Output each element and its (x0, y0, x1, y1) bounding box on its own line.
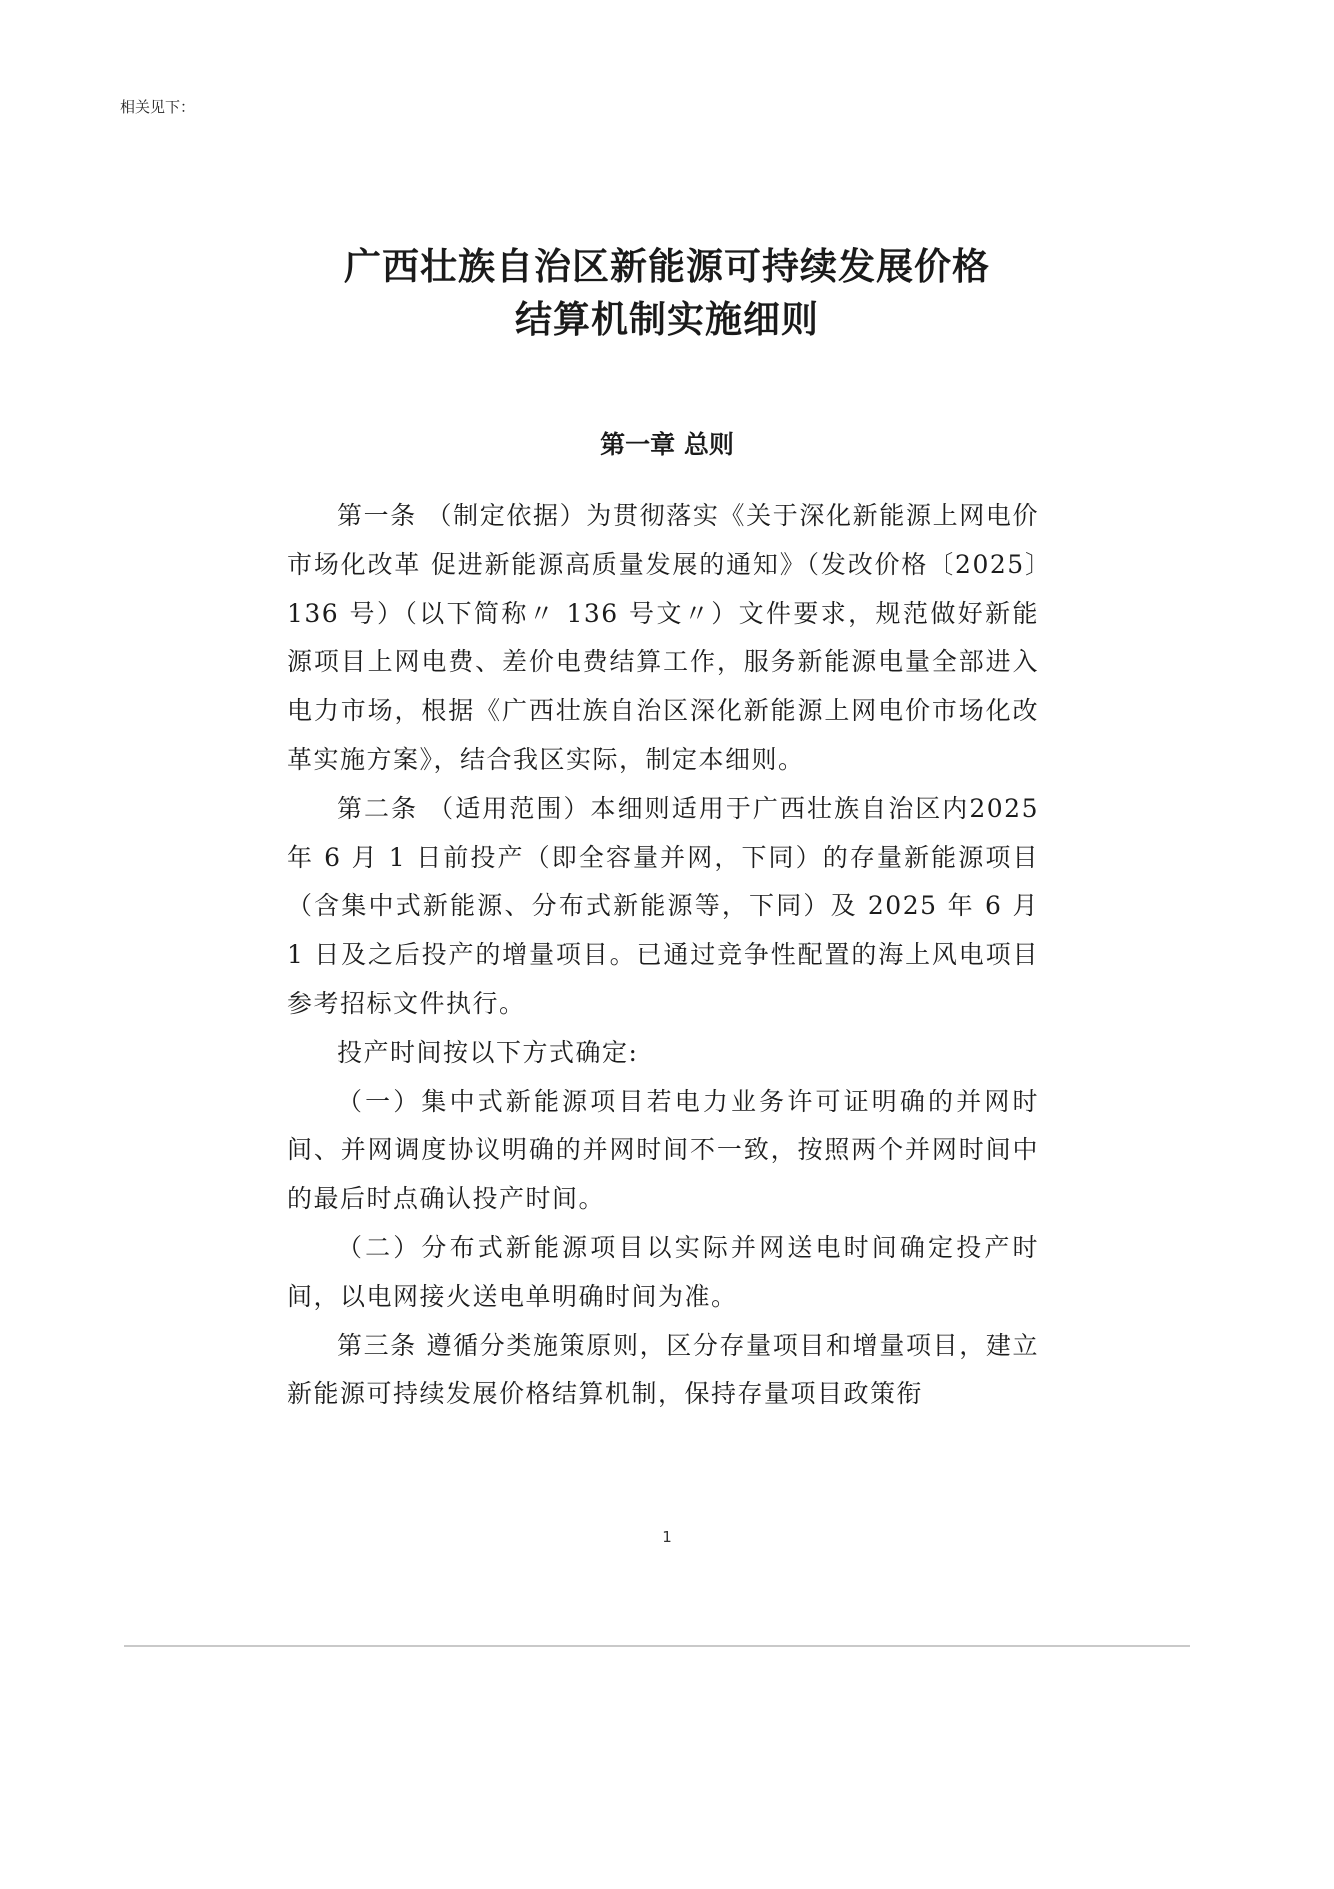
paragraph-article-3: 第三条 遵循分类施策原则，区分存量项目和增量项目，建立新能源可持续发展价格结算机制，保持存量项目政策衔 (287, 1330, 1039, 1409)
page-number: 1 (662, 1528, 672, 1546)
related-note: 相关见下： (120, 98, 196, 116)
paragraph-item-2: （二）分布式新能源项目以实际并网送电时间确定投产时间，以电网接火送电单明确时间为准。 (287, 1232, 1039, 1311)
chapter-heading: 第一章 总则 (600, 430, 734, 459)
document-title-line-2: 结算机制实施细则 (515, 297, 819, 341)
document-title-line-1: 广西壮族自治区新能源可持续发展价格 (344, 244, 990, 288)
paragraph-article-2: 第二条 （适用范围）本细则适用于广西壮族自治区内2025 年 6 月 1 日前投产（即全容量并网，下同）的存量新能源项目（含集中式新能源、分布式新能源等，下同）及 2025 年 6 月 1 日及之后投产的增量项目。已通过竞争性配置的海上风电项目参考招标文件执行。 (287, 793, 1039, 1018)
paragraph-commissioning-intro: 投产时间按以下方式确定: (337, 1037, 639, 1067)
paragraph-item-1: （一）集中式新能源项目若电力业务许可证明确的并网时间、并网调度协议明确的并网时间不一致，按照两个并网时间中的最后时点确认投产时间。 (287, 1086, 1039, 1214)
document-body (287, 492, 1039, 1419)
paragraph-article-1: 第一条 （制定依据）为贯彻落实《关于深化新能源上网电价市场化改革 促进新能源高质量发展的通知》（发改价格〔2025〕136 号）（以下简称〃 136 号文〃）文件要求，规范做好新能源项目上网电费、差价电费结算工作，服务新能源电量全部进入电力市场，根据《广西壮族自治区深化新能源上网电价市场化改革实施方案》，结合我区实际，制定本细则。 (287, 501, 1039, 774)
page-divider (124, 1645, 1190, 1647)
